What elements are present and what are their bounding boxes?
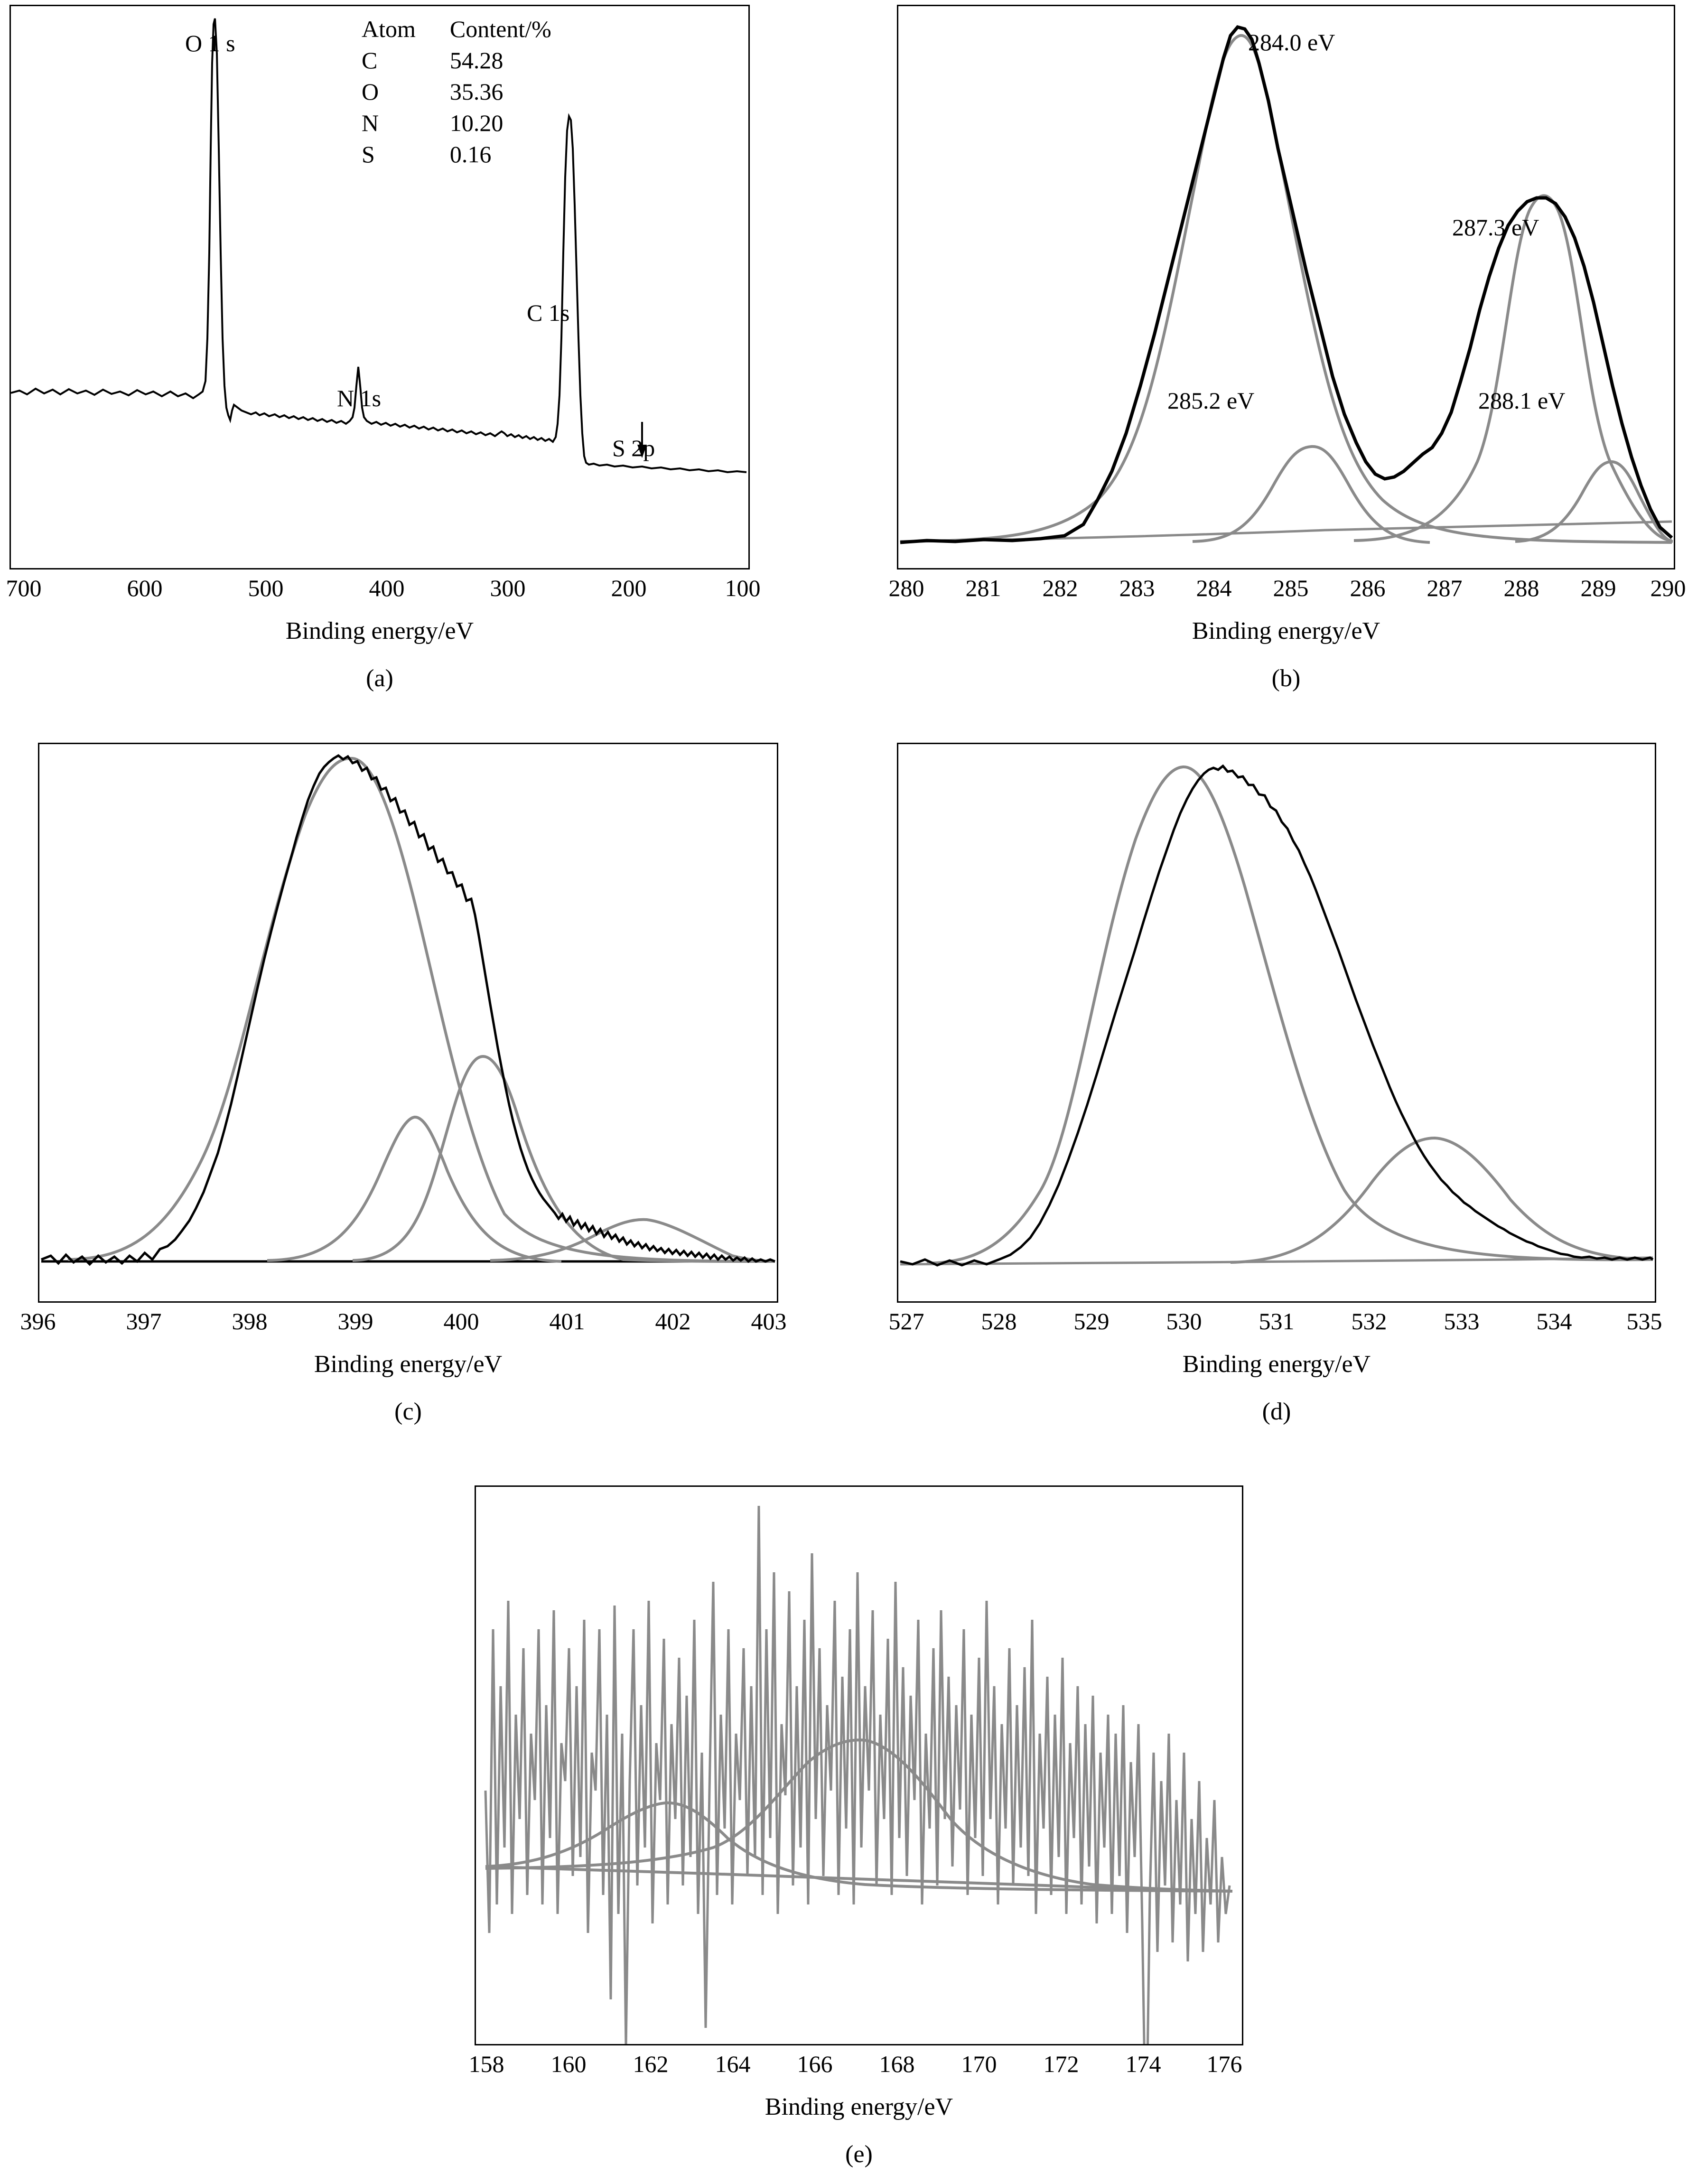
panel-e-letter: (e) xyxy=(845,2141,873,2168)
xtick-286: 286 xyxy=(1350,575,1386,601)
peak-label-285-2: 285.2 eV xyxy=(1167,387,1255,414)
peak-label-o1s: O 1 s xyxy=(185,30,235,56)
xtick-532: 532 xyxy=(1351,1308,1387,1335)
table-row xyxy=(362,78,551,108)
xtick-300: 300 xyxy=(490,575,526,601)
peak-label-284-0: 284.0 eV xyxy=(1248,29,1335,56)
xtick-397: 397 xyxy=(126,1308,162,1335)
xtick-531: 531 xyxy=(1259,1308,1295,1335)
xtick-528: 528 xyxy=(981,1308,1017,1335)
panel-c-plot xyxy=(38,743,778,1303)
xtick-166: 166 xyxy=(797,2051,833,2077)
xtick-534: 534 xyxy=(1536,1308,1572,1335)
composition-content-c: 54.28 xyxy=(449,47,504,74)
xtick-164: 164 xyxy=(715,2051,751,2077)
panel-b xyxy=(888,5,1686,698)
xtick-530: 530 xyxy=(1166,1308,1202,1335)
panel-c xyxy=(9,743,787,1436)
xtick-401: 401 xyxy=(549,1308,585,1335)
peak-label-288-1: 288.1 eV xyxy=(1478,387,1566,414)
panel-a xyxy=(6,5,778,698)
composition-content-o: 35.36 xyxy=(449,78,504,105)
xtick-399: 399 xyxy=(337,1308,373,1335)
table-row xyxy=(362,140,551,171)
xtick-533: 533 xyxy=(1444,1308,1480,1335)
xtick-172: 172 xyxy=(1043,2051,1079,2077)
panel-b-letter: (b) xyxy=(1271,665,1301,692)
panel-e-axis-title: Binding energy/eV xyxy=(765,2093,953,2120)
composition-table-header-content: Content/% xyxy=(449,16,551,42)
panel-c-letter: (c) xyxy=(394,1398,422,1425)
peak-label-c1s: C 1s xyxy=(527,299,570,326)
table-row xyxy=(362,47,551,77)
xtick-403: 403 xyxy=(751,1308,787,1335)
composition-table xyxy=(361,14,552,172)
xtick-535: 535 xyxy=(1626,1308,1662,1335)
xtick-398: 398 xyxy=(232,1308,268,1335)
panel-e xyxy=(468,1485,1262,2178)
xtick-400: 400 xyxy=(369,575,405,601)
xtick-170: 170 xyxy=(961,2051,997,2077)
peak-label-287-3: 287.3 eV xyxy=(1452,214,1539,241)
panel-e-spectrum xyxy=(476,1487,1242,2044)
panel-b-axis-title: Binding energy/eV xyxy=(1192,617,1380,644)
xtick-402: 402 xyxy=(655,1308,691,1335)
xtick-500: 500 xyxy=(248,575,284,601)
xtick-289: 289 xyxy=(1580,575,1616,601)
xtick-283: 283 xyxy=(1119,575,1155,601)
panel-d-letter: (d) xyxy=(1262,1398,1291,1425)
xtick-400: 400 xyxy=(443,1308,479,1335)
xtick-285: 285 xyxy=(1273,575,1309,601)
xtick-174: 174 xyxy=(1125,2051,1161,2077)
xtick-176: 176 xyxy=(1206,2051,1242,2077)
panel-a-letter: (a) xyxy=(366,665,393,692)
composition-atom-s: S xyxy=(362,141,375,168)
xtick-290: 290 xyxy=(1650,575,1686,601)
composition-atom-c: C xyxy=(362,47,378,74)
panel-a-axis-title: Binding energy/eV xyxy=(285,617,474,644)
panel-c-spectrum xyxy=(39,744,777,1301)
xtick-288: 288 xyxy=(1503,575,1539,601)
xtick-168: 168 xyxy=(879,2051,915,2077)
xtick-280: 280 xyxy=(888,575,924,601)
panel-b-plot xyxy=(897,5,1675,569)
xtick-158: 158 xyxy=(468,2051,504,2077)
composition-atom-n: N xyxy=(362,110,379,136)
table-row xyxy=(362,109,551,140)
xtick-200: 200 xyxy=(611,575,647,601)
peak-label-s2p: S 2p xyxy=(612,435,655,461)
composition-table-header-atom: Atom xyxy=(362,16,416,42)
xtick-162: 162 xyxy=(633,2051,669,2077)
panel-e-plot xyxy=(475,1485,1243,2045)
panel-d-axis-title: Binding energy/eV xyxy=(1182,1351,1371,1378)
composition-content-s: 0.16 xyxy=(449,141,492,168)
xtick-100: 100 xyxy=(725,575,761,601)
panel-d-spectrum xyxy=(898,744,1655,1301)
xtick-160: 160 xyxy=(550,2051,587,2077)
peak-label-n1s: N 1s xyxy=(337,385,382,411)
xtick-529: 529 xyxy=(1073,1308,1110,1335)
panel-d xyxy=(888,743,1685,1436)
xtick-700: 700 xyxy=(6,575,42,601)
panel-c-axis-title: Binding energy/eV xyxy=(314,1351,503,1378)
xtick-600: 600 xyxy=(127,575,163,601)
xtick-284: 284 xyxy=(1196,575,1232,601)
composition-content-n: 10.20 xyxy=(449,110,504,136)
xtick-396: 396 xyxy=(20,1308,56,1335)
xtick-287: 287 xyxy=(1427,575,1463,601)
panel-d-plot xyxy=(897,743,1656,1303)
xtick-527: 527 xyxy=(888,1308,924,1335)
xtick-281: 281 xyxy=(965,575,1001,601)
panel-b-spectrum xyxy=(898,6,1674,568)
xtick-282: 282 xyxy=(1042,575,1078,601)
composition-atom-o: O xyxy=(362,78,379,105)
